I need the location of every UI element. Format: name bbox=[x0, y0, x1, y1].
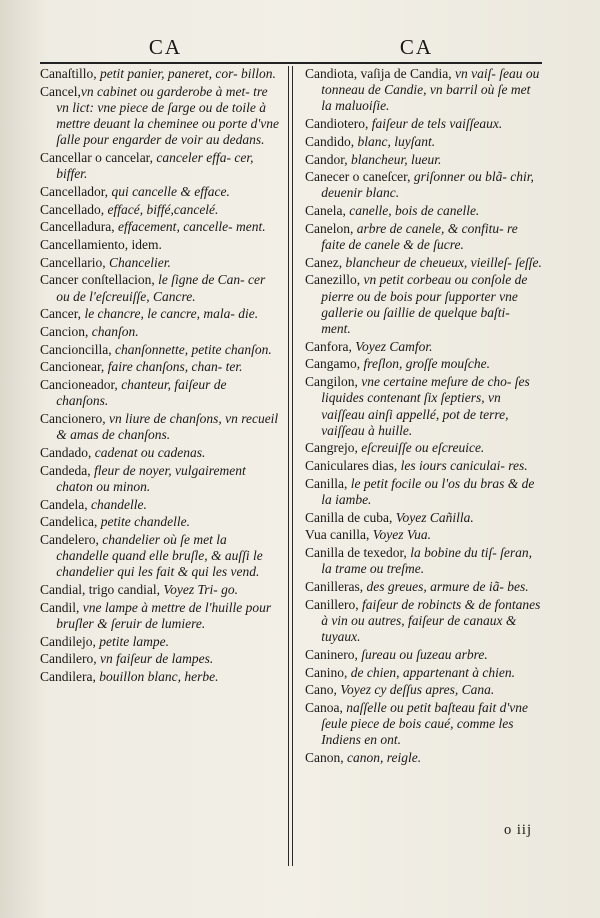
entry-definition: chandelle. bbox=[90, 496, 147, 512]
entry-definition: effacé, biffé,cancelé. bbox=[107, 201, 219, 217]
dictionary-entry bbox=[40, 150, 281, 182]
entry-definition: blancheur de cheueux, vieilleſ- ſeſſe. bbox=[345, 254, 542, 270]
entry-headword: Cancionear, bbox=[40, 359, 108, 375]
dictionary-entry bbox=[305, 169, 542, 201]
entry-definition: canelle, bois de canelle. bbox=[349, 203, 480, 219]
entry-definition: canceler effa- cer, biffer. bbox=[56, 150, 254, 182]
column-divider bbox=[288, 66, 289, 866]
dictionary-entry bbox=[40, 237, 281, 253]
dictionary-entry bbox=[40, 532, 281, 581]
entry-headword: Candelica, bbox=[40, 514, 101, 530]
entry-headword: Candiotero, bbox=[305, 116, 372, 132]
columns bbox=[40, 66, 542, 768]
entry-definition: chanſon. bbox=[91, 324, 139, 340]
entry-headword: Canela, bbox=[305, 203, 350, 219]
entry-headword: Candido, bbox=[305, 133, 358, 149]
entry-definition: le ſigne de Can- cer ou de l'eſcreuiſſe, Cancre. bbox=[56, 272, 266, 304]
entry-definition: faiſeur de robincts & de fontanes à vin ou autres, faiſeur de canaux & tuyaux. bbox=[321, 596, 541, 645]
dictionary-entry bbox=[305, 134, 542, 150]
entry-headword: Canilla, bbox=[305, 475, 351, 491]
entry-definition: effacement, cancelle- ment. bbox=[117, 219, 266, 235]
entry-headword: Canezillo, bbox=[305, 272, 364, 288]
dictionary-entry bbox=[305, 579, 542, 595]
entry-definition: des greues, armure de iã- bes. bbox=[366, 579, 529, 595]
entry-headword: Candela, bbox=[40, 496, 91, 512]
dictionary-entry bbox=[40, 411, 281, 443]
entry-definition: chanſonnette, petite chanſon. bbox=[114, 341, 272, 357]
entry-definition: faire chanſons, chan- ter. bbox=[107, 359, 243, 375]
entry-headword: Candial, trigo candial, bbox=[40, 582, 164, 598]
left-column bbox=[40, 66, 291, 768]
dictionary-entry bbox=[40, 202, 281, 218]
entry-definition: la bobine du tiſ- ſeran, la trame ou treſme. bbox=[321, 545, 533, 577]
entry-headword: Canino, bbox=[305, 664, 351, 680]
dictionary-entry bbox=[40, 651, 281, 667]
entry-definition: le petit focile ou l'os du bras & de la iambe. bbox=[321, 475, 535, 508]
header-rule bbox=[40, 62, 542, 64]
dictionary-entry bbox=[305, 700, 542, 749]
entry-definition: vne lampe à mettre de l'huille pour bruſler & ſeruir de lumiere. bbox=[56, 599, 272, 631]
entry-definition: de chien, appartenant à chien. bbox=[350, 664, 515, 680]
entry-headword: Cancion, bbox=[40, 324, 92, 340]
entry-definition: petite chandelle. bbox=[100, 514, 190, 530]
dictionary-entry bbox=[40, 306, 281, 322]
dictionary-entry bbox=[305, 665, 542, 681]
entry-headword: Cancellamiento, idem. bbox=[40, 237, 162, 253]
entry-headword: Cangamo, bbox=[305, 356, 364, 372]
entry-definition: petite lampe. bbox=[99, 633, 169, 649]
entry-definition: faiſeur de tels vaiſſeaux. bbox=[371, 116, 503, 132]
dictionary-entry bbox=[305, 458, 542, 474]
entry-headword: Candil, bbox=[40, 599, 83, 615]
entry-headword: Candilejo, bbox=[40, 633, 100, 649]
dictionary-entry bbox=[305, 152, 542, 168]
entry-headword: Cancellario, bbox=[40, 254, 109, 270]
entry-definition: blanc, luyſant. bbox=[357, 133, 436, 149]
entry-headword: Caniculares dias, bbox=[305, 458, 401, 474]
entry-definition: Chancelier. bbox=[108, 254, 171, 270]
dictionary-entry bbox=[305, 339, 542, 355]
dictionary-entry bbox=[40, 219, 281, 235]
entry-headword: Canilla de cuba, bbox=[305, 509, 396, 525]
dictionary-entry bbox=[305, 255, 542, 271]
entry-headword: Cancer, bbox=[40, 306, 85, 322]
entry-definition: cadenat ou cadenas. bbox=[94, 444, 206, 460]
entry-headword: Cano, bbox=[305, 682, 341, 698]
entry-definition: chandelier où ſe met la chandelle quand elle bruſle, & auſſi le chandelier qui les fait & qui les vend. bbox=[56, 531, 263, 580]
dictionary-entry bbox=[40, 66, 281, 82]
dictionary-entry bbox=[305, 66, 542, 115]
entry-definition: bouillon blanc, herbe. bbox=[99, 669, 219, 685]
entry-headword: Canoa, bbox=[305, 700, 347, 716]
running-head-left: CA bbox=[148, 35, 183, 59]
entry-headword: Cancellar o cancelar, bbox=[40, 150, 157, 166]
entry-definition: fleur de noyer, vulgairement chaton ou minon. bbox=[56, 462, 246, 494]
right-column bbox=[291, 66, 542, 768]
dictionary-entry bbox=[40, 377, 281, 409]
dictionary-entry bbox=[305, 682, 542, 698]
entry-headword: Canilla de texedor, bbox=[305, 545, 411, 561]
entry-definition: Voyez Camfor. bbox=[355, 338, 433, 354]
entry-headword: Cancellado, bbox=[40, 201, 108, 217]
dictionary-entry bbox=[305, 116, 542, 132]
entry-definition: arbre de canele, & confitu- re faite de canele & de ſucre. bbox=[321, 220, 518, 253]
entry-definition: qui cancelle & efface. bbox=[111, 183, 230, 199]
running-heads bbox=[40, 32, 542, 62]
entry-definition: vn faiſeur de lampes. bbox=[100, 651, 214, 667]
dictionary-entry bbox=[305, 647, 542, 663]
entry-headword: Candor, bbox=[305, 151, 351, 167]
dictionary-entry bbox=[305, 440, 542, 456]
entry-definition: Voyez cy deſſus apres, Cana. bbox=[340, 682, 495, 698]
dictionary-entry bbox=[305, 272, 542, 337]
dictionary-entry bbox=[40, 669, 281, 685]
entry-headword: Candado, bbox=[40, 444, 95, 460]
dictionary-entry bbox=[305, 203, 542, 219]
entry-headword: Vua canilla, bbox=[305, 527, 373, 543]
entry-definition: canon, reigle. bbox=[347, 750, 422, 766]
dictionary-entry bbox=[40, 342, 281, 358]
entry-headword: Cangrejo, bbox=[305, 440, 362, 456]
entry-headword: Cangilon, bbox=[305, 374, 362, 390]
entry-headword: Cancioncilla, bbox=[40, 341, 115, 357]
entry-headword: Cancellador, bbox=[40, 183, 112, 199]
dictionary-entry bbox=[40, 634, 281, 650]
entry-headword: Cancel, bbox=[40, 83, 81, 99]
entry-definition: vn petit corbeau ou conſole de pierre ou de bois pour ſupporter vne gallerie ou ſaillie de quelque baſti- ment. bbox=[321, 272, 528, 337]
entry-definition: ſureau ou ſuzeau arbre. bbox=[361, 646, 488, 662]
running-head-right: CA bbox=[399, 35, 434, 59]
signature-mark: o iij bbox=[504, 822, 532, 838]
entry-headword: Cancioneador, bbox=[40, 377, 122, 393]
entry-headword: Canilleras, bbox=[305, 579, 367, 595]
dictionary-entry bbox=[40, 359, 281, 375]
entry-headword: Canillero, bbox=[305, 596, 362, 612]
entry-definition: naſſelle ou petit baſteau fait d'vne ſeule piece de bois caué, comme les Indiens en ont. bbox=[321, 700, 528, 748]
entry-headword: Caninero, bbox=[305, 646, 362, 662]
entry-definition: vn vaiſ- ſeau ou tonneau de Candie, vn barril où ſe met la maluoiſie. bbox=[321, 66, 540, 114]
entry-definition: Voyez Cañilla. bbox=[395, 509, 474, 525]
entry-definition: freſlon, groſſe mouſche. bbox=[363, 356, 490, 372]
entry-headword: Canaſtillo, bbox=[40, 66, 100, 81]
entry-definition: eſcreuiſſe ou eſcreuice. bbox=[361, 440, 485, 456]
entry-definition: Voyez Vua. bbox=[372, 527, 432, 543]
dictionary-entry bbox=[40, 272, 281, 304]
dictionary-entry bbox=[305, 374, 542, 439]
entry-definition: blancheur, lueur. bbox=[350, 151, 442, 167]
dictionary-entry bbox=[305, 221, 542, 253]
entry-headword: Candilera, bbox=[40, 669, 100, 685]
entry-definition: Voyez Tri- go. bbox=[163, 582, 238, 598]
entry-headword: Cancionero, bbox=[40, 411, 109, 427]
entry-definition: griſonner ou blã- chir, deuenir blanc. bbox=[321, 169, 534, 201]
dictionary-entry bbox=[40, 445, 281, 461]
entry-definition: chanteur, faiſeur de chanſons. bbox=[56, 377, 227, 409]
dictionary-entry bbox=[40, 600, 281, 632]
entry-definition: vn cabinet ou garderobe à met- tre vn lict: vne piece de ſarge ou de toile à mettre deuant la cheminee ou porte d'vne ſalle pour engarder de voir au dedans. bbox=[56, 83, 280, 148]
dictionary-entry bbox=[40, 184, 281, 200]
entry-headword: Canfora, bbox=[305, 338, 356, 354]
dictionary-entry bbox=[40, 324, 281, 340]
dictionary-entry bbox=[305, 356, 542, 372]
dictionary-entry bbox=[40, 84, 281, 149]
dictionary-entry bbox=[40, 463, 281, 495]
entry-headword: Candiota, vaſija de Candia, bbox=[305, 66, 455, 81]
dictionary-entry bbox=[40, 497, 281, 513]
entry-headword: Cancelladura, bbox=[40, 219, 118, 235]
entry-definition: les iours caniculai- res. bbox=[400, 458, 528, 474]
entry-definition: petit panier, paneret, cor- billon. bbox=[100, 66, 276, 81]
entry-headword: Cancer conſtellacion, bbox=[40, 272, 159, 288]
entry-definition: vne certaine meſure de cho- ſes liquides contenant ſix ſeptiers, vn vaiſſeau ainſi appellé, pot de terre, vaiſſeau à huille. bbox=[321, 374, 530, 438]
entry-headword: Canon, bbox=[305, 750, 347, 766]
entry-definition: le chancre, le cancre, mala- die. bbox=[84, 306, 259, 322]
entry-headword: Canez, bbox=[305, 254, 346, 270]
dictionary-entry bbox=[40, 582, 281, 598]
dictionary-entry bbox=[305, 510, 542, 526]
column-divider-thin bbox=[292, 66, 293, 866]
entry-headword: Candeda, bbox=[40, 462, 94, 478]
dictionary-entry bbox=[305, 750, 542, 766]
entry-headword: Canelon, bbox=[305, 220, 357, 236]
entry-definition: vn liure de chanſons, vn recueil & amas de chanſons. bbox=[56, 411, 279, 443]
dictionary-entry bbox=[305, 527, 542, 543]
dictionary-entry bbox=[40, 514, 281, 530]
entry-headword: Canecer o caneſcer, bbox=[305, 169, 414, 185]
entry-headword: Candilero, bbox=[40, 651, 100, 667]
entry-headword: Candelero, bbox=[40, 531, 103, 547]
dictionary-entry bbox=[305, 597, 542, 646]
dictionary-entry bbox=[305, 476, 542, 508]
dictionary-entry bbox=[305, 545, 542, 577]
dictionary-entry bbox=[40, 255, 281, 271]
